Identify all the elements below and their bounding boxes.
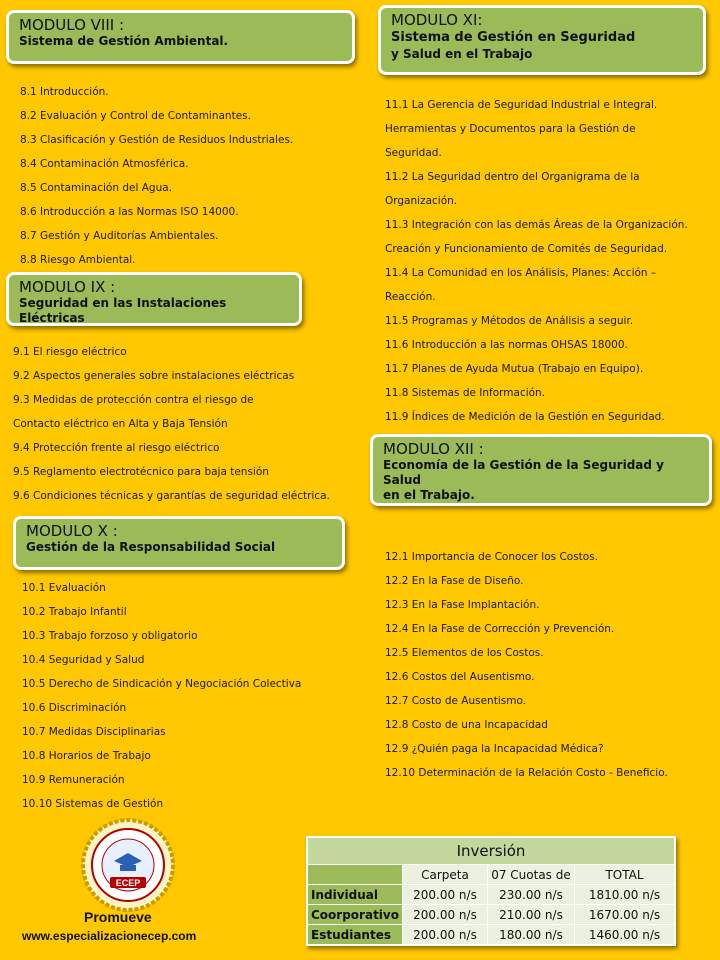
list-item: Seguridad. (385, 147, 442, 159)
list-item: 8.5 Contaminación del Agua. (20, 182, 172, 194)
list-item: 11.7 Planes de Ayuda Mutua (Trabajo en Equipo). (385, 363, 644, 375)
module-10-topics (22, 576, 301, 816)
list-item: 9.4 Protección frente al riesgo eléctrico (13, 442, 220, 454)
list-item: 9.2 Aspectos generales sobre instalaciones eléctricas (13, 370, 295, 382)
list-item: 11.2 La Seguridad dentro del Organigrama de la (385, 171, 640, 183)
module-10-header (13, 516, 345, 570)
list-item: Creación y Funcionamiento de Comités de Seguridad. (385, 243, 668, 255)
list-item: 9.3 Medidas de protección contra el riesgo de (13, 394, 254, 406)
list-item: 11.9 Índices de Medición de la Gestión en Seguridad. (385, 411, 665, 423)
list-item: 12.7 Costo de Ausentismo. (385, 695, 527, 707)
module-9-title: MODULO IX : (19, 278, 116, 296)
list-item: 12.8 Costo de una Incapacidad (385, 719, 548, 731)
module-12-title: MODULO XII : (383, 440, 484, 458)
module-9-header (6, 272, 302, 326)
module-11-subtitle-line2: y Salud en el Trabajo (391, 47, 533, 61)
list-item: 11.3 Integración con las demás Áreas de la Organización. (385, 219, 688, 231)
row-cuotas: 230.00 n/s (487, 885, 574, 905)
list-item: 12.5 Elementos de los Costos. (385, 647, 544, 659)
list-item: 8.4 Contaminación Atmosférica. (20, 158, 189, 170)
table-row (307, 885, 675, 905)
list-item: Herramientas y Documentos para la Gestión de (385, 123, 636, 135)
module-9-topics (13, 340, 330, 508)
module-11-title: MODULO XI: (391, 11, 483, 29)
list-item: 11.1 La Gerencia de Seguridad Industrial e Integral. (385, 99, 658, 111)
list-item: 10.8 Horarios de Trabajo (22, 750, 151, 762)
list-item: 10.5 Derecho de Sindicación y Negociación Colectiva (22, 678, 302, 690)
list-item: Organización. (385, 195, 458, 207)
row-total: 1670.00 n/s (574, 905, 675, 925)
list-item: 10.3 Trabajo forzoso y obligatorio (22, 630, 198, 642)
list-item: 11.6 Introducción a las normas OHSAS 18000. (385, 339, 628, 351)
module-8-subtitle: Sistema de Gestión Ambiental. (19, 34, 229, 48)
list-item: 10.9 Remuneración (22, 774, 125, 786)
list-item: 10.4 Seguridad y Salud (22, 654, 145, 666)
module-8-title: MODULO VIII : (19, 16, 125, 34)
list-item: 12.10 Determinación de la Relación Costo - Beneficio. (385, 767, 668, 779)
list-item: 10.7 Medidas Disciplinarias (22, 726, 166, 738)
list-item: 12.1 Importancia de Conocer los Costos. (385, 551, 599, 563)
row-carpeta: 200.00 n/s (402, 925, 487, 946)
investment-header-empty (307, 865, 402, 885)
investment-header-carpeta: Carpeta (402, 865, 487, 885)
row-carpeta: 200.00 n/s (402, 885, 487, 905)
row-cuotas: 210.00 n/s (487, 905, 574, 925)
list-item: 9.1 El riesgo eléctrico (13, 346, 127, 358)
table-row (307, 905, 675, 925)
list-item: 9.5 Reglamento electrotécnico para baja tensión (13, 466, 269, 478)
row-label: Coorporativo (307, 905, 402, 925)
investment-title: Inversión (307, 837, 675, 865)
investment-table (306, 836, 676, 946)
list-item: 8.7 Gestión y Auditorías Ambientales. (20, 230, 219, 242)
list-item: 12.9 ¿Quién paga la Incapacidad Médica? (385, 743, 604, 755)
module-12-header (370, 434, 712, 506)
list-item: 12.6 Costos del Ausentismo. (385, 671, 535, 683)
row-label: Estudiantes (307, 925, 402, 946)
website-link[interactable]: www.especializacionecep.com (22, 929, 197, 943)
row-cuotas: 180.00 n/s (487, 925, 574, 946)
investment-header-cuotas: 07 Cuotas de (487, 865, 574, 885)
module-8-header (6, 10, 355, 64)
list-item: 10.6 Discriminación (22, 702, 127, 714)
promueve-label: Promueve (84, 909, 152, 925)
list-item: 12.4 En la Fase de Corrección y Prevención. (385, 623, 615, 635)
list-item: 12.3 En la Fase Implantación. (385, 599, 540, 611)
seal-logo-text: ECEP (115, 878, 141, 888)
list-item: Reacción. (385, 291, 436, 303)
module-8-topics (20, 80, 293, 272)
list-item: 10.1 Evaluación (22, 582, 106, 594)
list-item: 11.8 Sistemas de Información. (385, 387, 546, 399)
table-row (307, 925, 675, 946)
list-item: 11.4 La Comunidad en los Análisis, Planes: Acción – (385, 267, 657, 279)
list-item: 8.8 Riesgo Ambiental. (20, 254, 136, 266)
list-item: 11.5 Programas y Métodos de Análisis a seguir. (385, 315, 634, 327)
ecep-seal-logo (80, 817, 176, 913)
list-item: 10.10 Sistemas de Gestión (22, 798, 164, 810)
list-item: 8.3 Clasificación y Gestión de Residuos Industriales. (20, 134, 294, 146)
module-12-subtitle-line2: en el Trabajo. (383, 488, 475, 502)
module-10-title: MODULO X : (26, 522, 118, 540)
list-item: 8.1 Introducción. (20, 86, 109, 98)
list-item: 8.6 Introducción a las Normas ISO 14000. (20, 206, 239, 218)
row-total: 1460.00 n/s (574, 925, 675, 946)
module-12-topics (385, 545, 668, 785)
module-11-topics (385, 93, 688, 429)
module-9-subtitle: Seguridad en las Instalaciones Eléctricas (19, 296, 227, 325)
module-11-header (378, 5, 706, 75)
list-item: 9.6 Condiciones técnicas y garantías de seguridad eléctrica. (13, 490, 330, 502)
investment-header-total: TOTAL (574, 865, 675, 885)
list-item: 12.2 En la Fase de Diseño. (385, 575, 524, 587)
list-item: Contacto eléctrico en Alta y Baja Tensión (13, 418, 228, 430)
module-12-subtitle-line1: Economía de la Gestión de la Seguridad y Salud (383, 458, 664, 487)
module-10-subtitle: Gestión de la Responsabilidad Social (26, 540, 276, 554)
row-carpeta: 200.00 n/s (402, 905, 487, 925)
list-item: 8.2 Evaluación y Control de Contaminantes. (20, 110, 251, 122)
row-label: Individual (307, 885, 402, 905)
row-total: 1810.00 n/s (574, 885, 675, 905)
list-item: 10.2 Trabajo Infantil (22, 606, 127, 618)
module-11-subtitle-line1: Sistema de Gestión en Seguridad (391, 30, 636, 45)
